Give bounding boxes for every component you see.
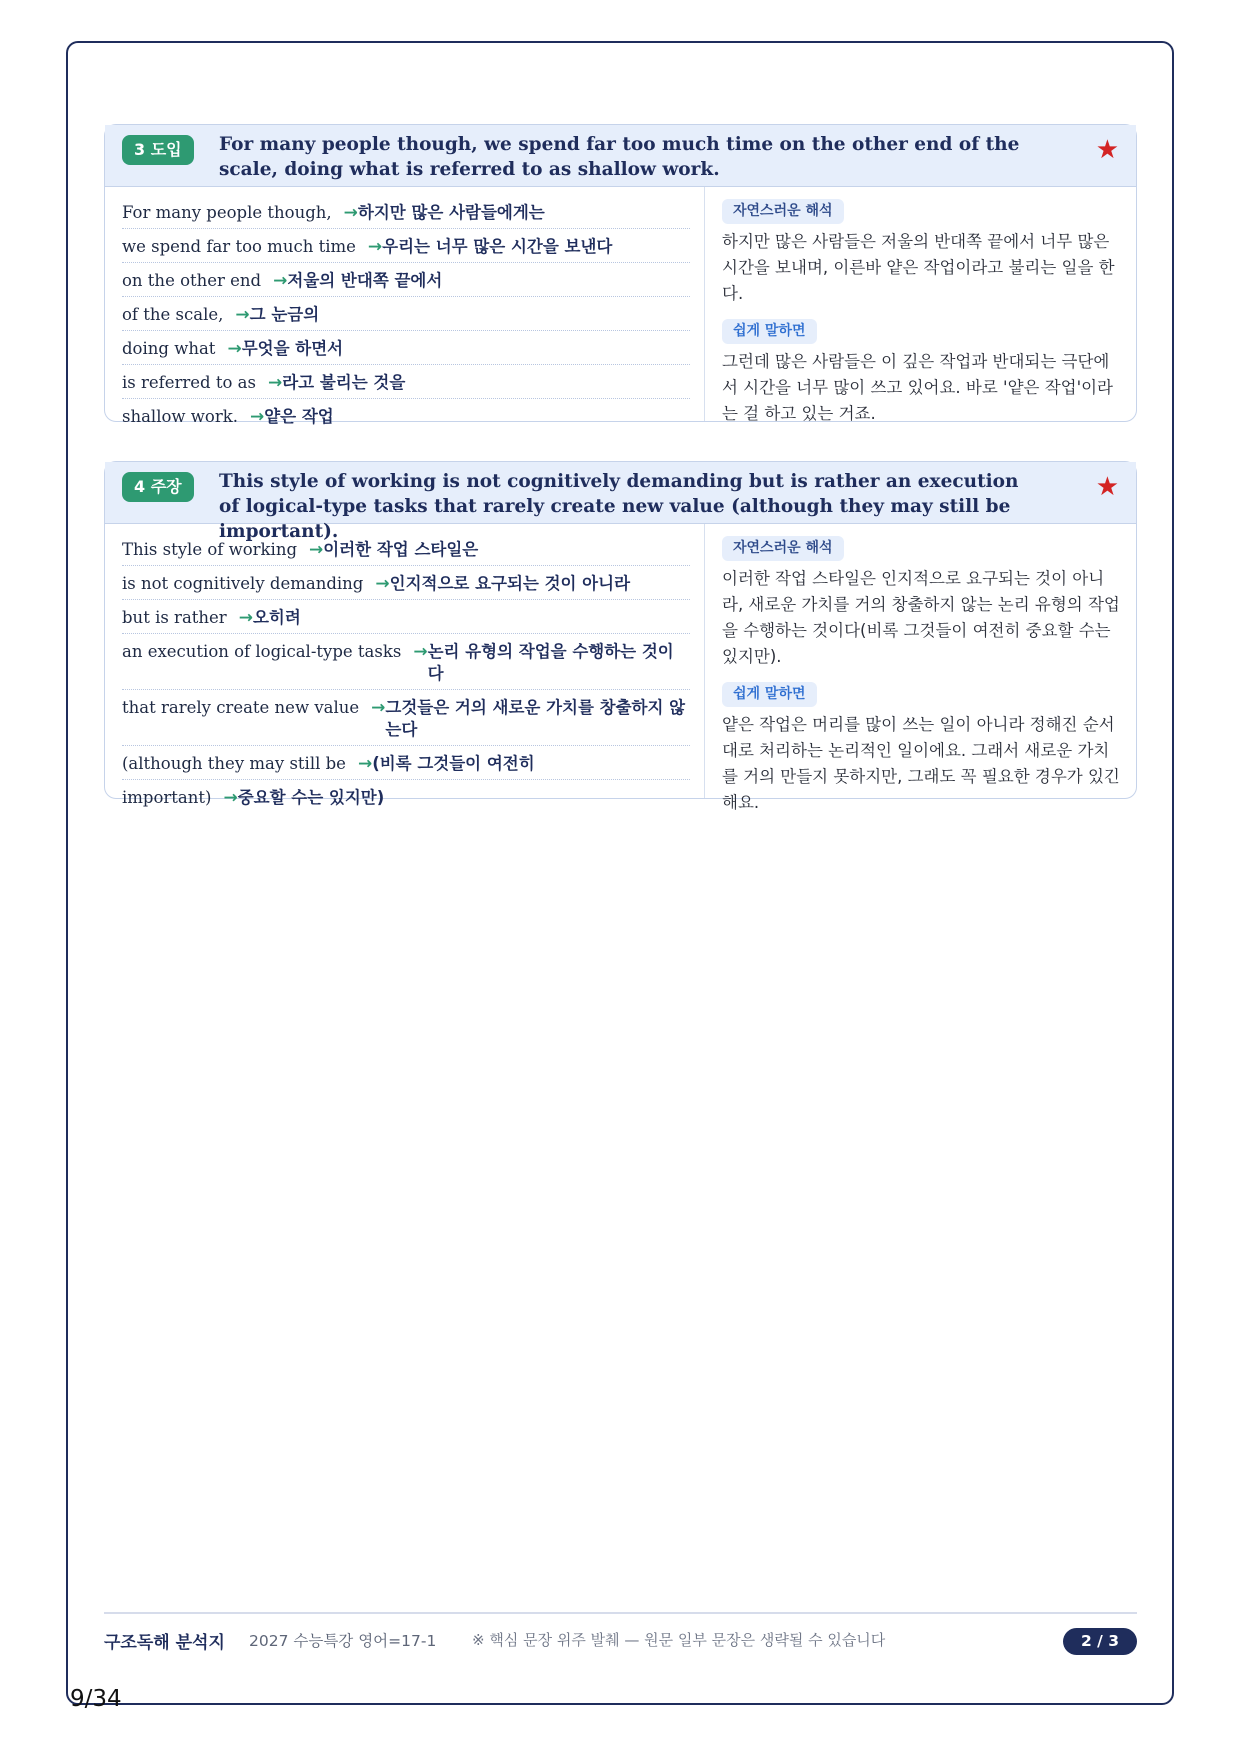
chunk-korean: 저울의 반대쪽 끝에서 (287, 271, 443, 290)
easy-text: 그런데 많은 사람들은 이 깊은 작업과 반대되는 극단에서 시간을 너무 많이 쓰고 있어요. 바로 '얕은 작업'이라는 걸 하고 있는 거죠. (722, 352, 1113, 423)
card-header (105, 462, 1136, 542)
chunk-row (122, 263, 690, 297)
key-sentence: For many people though, we spend far too much time on the other end of the scale, doing what is referred to as shallow work. (219, 134, 1020, 180)
arrow-icon: → (357, 754, 373, 774)
sentence-card-4 (104, 461, 1137, 812)
chunk-english: but is rather (122, 608, 227, 627)
chunk-row (122, 365, 690, 399)
card-header (105, 125, 1136, 187)
arrow-icon: → (238, 608, 253, 628)
chunk-korean: 그것들은 거의 새로운 가치를 창출하지 않는다 (385, 698, 686, 739)
arrow-icon: → (371, 698, 386, 718)
chunk-english: (although they may still be (122, 754, 346, 773)
chunk-english: that rarely create new value (122, 698, 360, 717)
chunk-korean: 인지적으로 요구되는 것이 아니라 (389, 574, 631, 593)
chunk-row (122, 331, 690, 365)
easy-explanation (722, 319, 1120, 427)
chunk-english: doing what (122, 339, 216, 358)
page-indicator: 2 / 3 (1063, 1628, 1137, 1655)
arrow-icon: → (375, 574, 390, 594)
sentence-card-3 (104, 124, 1137, 427)
chunk-korean: 얕은 작업 (264, 407, 334, 426)
translation-column (705, 187, 1136, 421)
chunk-english: of the scale, (122, 305, 224, 324)
chunk-korean: 오히려 (252, 608, 301, 627)
chunk-list (122, 532, 690, 813)
chunk-english: This style of working (122, 540, 298, 559)
arrow-icon: → (227, 339, 242, 359)
natural-translation (722, 199, 1120, 307)
arrow-icon: → (267, 373, 283, 393)
chunk-english: important) (122, 788, 212, 807)
arrow-icon: → (273, 271, 288, 291)
card-body (105, 524, 1136, 812)
translation-column (705, 524, 1136, 812)
natural-text: 하지만 많은 사람들은 저울의 반대쪽 끝에서 너무 많은 시간을 보내며, 이른바 얕은 작업이라고 불리는 일을 한다. (722, 232, 1115, 303)
arrow-icon: → (413, 642, 428, 662)
star-icon: ★ (1095, 135, 1119, 165)
chunk-column (105, 524, 705, 808)
key-sentence: This style of working is not cognitively demanding but is rather an execution of logical-type tasks that rarely create new value (although they may still be important). (219, 471, 1019, 542)
chunk-english: an execution of logical-type tasks (122, 642, 402, 661)
arrow-icon: → (309, 540, 324, 560)
chunk-row (122, 746, 690, 780)
natural-translation (722, 536, 1120, 670)
page-footer (104, 1612, 1137, 1658)
chunk-korean: 그 눈금의 (249, 305, 320, 324)
card-body (105, 187, 1136, 427)
footer-subtitle: 2027 수능특강 영어=17-1 (249, 1632, 437, 1650)
footer-title: 구조독해 분석지 (104, 1633, 225, 1653)
chunk-row (122, 634, 690, 690)
easy-text: 얕은 작업은 머리를 많이 쓰는 일이 아니라 정해진 순서대로 처리하는 논리적인 일이에요. 그래서 새로운 가치를 거의 만들지 못하지만, 그래도 꼭 필요한 경우가 있긴 해요. (722, 715, 1120, 812)
chunk-korean: 라고 불리는 것을 (282, 373, 406, 392)
chunk-row (122, 532, 690, 566)
natural-label: 자연스러운 해석 (722, 536, 844, 561)
chunk-korean: (비록 그것들이 여전히 (372, 754, 535, 773)
chunk-row (122, 566, 690, 600)
chunk-english: shallow work. (122, 407, 238, 426)
chunk-korean: 하지만 많은 사람들에게는 (357, 203, 545, 222)
chunk-row (122, 229, 690, 263)
chunk-column (105, 187, 705, 427)
arrow-icon: → (343, 203, 358, 223)
natural-text: 이러한 작업 스타일은 인지적으로 요구되는 것이 아니라, 새로운 가치를 거의 창출하지 않는 논리 유형의 작업을 수행하는 것이다(비록 그것들이 여전히 중요할 수는 있지만). (722, 569, 1120, 666)
chunk-english: on the other end (122, 271, 262, 290)
section-badge: 3 도입 (122, 135, 194, 165)
footer-note: ※ 핵심 문장 위주 발췌 — 원문 일부 문장은 생략될 수 있습니다 (472, 1631, 886, 1649)
arrow-icon: → (249, 407, 265, 427)
chunk-korean: 무엇을 하면서 (241, 339, 344, 358)
chunk-row (122, 780, 690, 813)
arrow-icon: → (223, 788, 238, 808)
natural-label: 자연스러운 해석 (722, 199, 844, 224)
pdf-page-number: 9/34 (70, 1686, 122, 1712)
chunk-english: is not cognitively demanding (122, 574, 364, 593)
chunk-row (122, 600, 690, 634)
chunk-row (122, 399, 690, 432)
chunk-list (122, 195, 690, 432)
star-icon: ★ (1095, 472, 1119, 502)
chunk-korean: 논리 유형의 작업을 수행하는 것이다 (427, 642, 674, 683)
arrow-icon: → (367, 237, 383, 257)
easy-label: 쉽게 말하면 (722, 682, 817, 707)
chunk-korean: 중요할 수는 있지만) (237, 788, 385, 807)
arrow-icon: → (235, 305, 250, 325)
chunk-korean: 이러한 작업 스타일은 (323, 540, 479, 559)
chunk-english: is referred to as (122, 373, 256, 392)
chunk-row (122, 297, 690, 331)
chunk-english: we spend far too much time (122, 237, 356, 256)
chunk-english: For many people though, (122, 203, 332, 222)
chunk-row (122, 195, 690, 229)
section-badge: 4 주장 (122, 472, 194, 502)
easy-explanation (722, 682, 1120, 816)
chunk-korean: 우리는 너무 많은 시간을 보낸다 (382, 237, 613, 256)
chunk-row (122, 690, 690, 746)
easy-label: 쉽게 말하면 (722, 319, 817, 344)
